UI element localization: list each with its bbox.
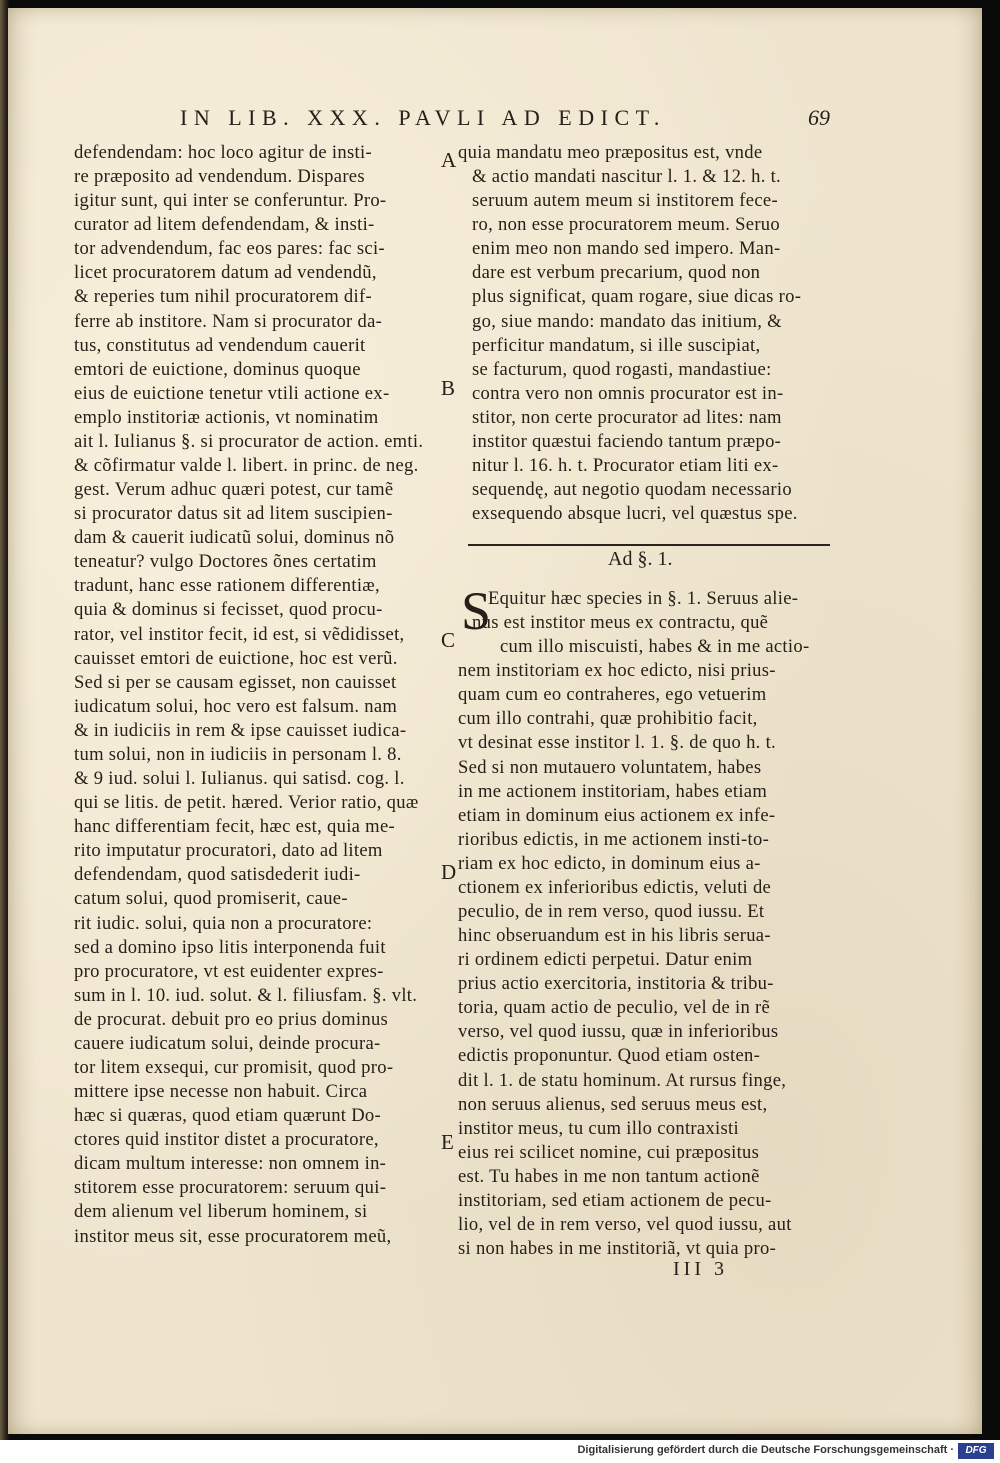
text-line: defendendam, quod satisdederit iudi- <box>74 864 361 886</box>
text-line: rit iudic. solui, quia non a procuratore: <box>74 912 373 934</box>
text-line: hinc obseruandum est in his libris serua- <box>458 925 771 947</box>
text-line: cauisset emtori de euictione, hoc est verũ. <box>74 647 398 669</box>
text-line: non seruus alienus, sed seruus meus est, <box>458 1093 768 1115</box>
text-line: re præposito ad vendendum. Dispares <box>74 166 365 188</box>
text-line: stitor, non certe procurator ad lites: nam <box>472 406 782 428</box>
text-line: curator ad litem defendendam, & insti- <box>74 214 375 236</box>
text-line: seruum autem meum si institorem fece- <box>472 190 778 212</box>
text-line: peculio, de in rem verso, quod iussu. Et <box>458 901 765 923</box>
text-line: teneatur? vulgo Doctores õnes certatim <box>74 551 377 573</box>
text-line: emplo institoriæ actionis, vt nominatim <box>74 406 379 428</box>
text-line: & actio mandati nascitur l. 1. & 12. h. t. <box>472 166 782 188</box>
text-line: enim meo non mando sed impero. Man- <box>472 238 781 260</box>
text-line: nem institoriam ex hoc edicto, nisi prius- <box>458 660 776 682</box>
drop-cap: S <box>461 581 492 641</box>
text-line: ctores quid institor distet a procuratore, <box>74 1129 379 1151</box>
text-line: prius actio exercitoria, institoria & tribu- <box>458 973 774 995</box>
text-line: cum illo miscuisti, habes & in me actio- <box>500 636 810 658</box>
text-line: dicam multum interesse: non omnem in- <box>74 1153 387 1175</box>
text-line: qui se litis. de petit. hæred. Verior ratio, quæ <box>74 792 419 814</box>
text-line: hæc si quæras, quod etiam quærunt Do- <box>74 1105 382 1127</box>
text-line: quia mandatu meo præpositus est, vnde <box>458 142 763 163</box>
text-line: eius de euictione tenetur vtili actione ex- <box>74 382 390 404</box>
text-line: gest. Verum adhuc quæri potest, cur tamẽ <box>74 479 394 501</box>
text-line: tor advendendum, fac eos pares: fac sci- <box>74 238 385 260</box>
text-line: cauere iudicatum solui, deinde procura- <box>74 1032 381 1054</box>
text-line: si procurator datus sit ad litem suscipien- <box>74 503 393 525</box>
text-line: in me actionem institoriam, habes etiam <box>458 780 768 802</box>
text-line: Sed si non mutauero voluntatem, habes <box>458 756 762 778</box>
text-line: defendendam: hoc loco agitur de insti- <box>74 142 372 163</box>
footer-bar <box>0 1440 1000 1463</box>
text-line: dit l. 1. de statu hominum. At rursus finge, <box>458 1069 787 1091</box>
page-number: 69 <box>808 105 830 130</box>
text-line: dam & cauerit iudicatũ solui, dominus nõ <box>74 527 395 549</box>
text-line: ro, non esse procuratorem meum. Seruo <box>472 214 781 236</box>
text-line: etiam in dominum eius actionem ex infe- <box>458 804 776 826</box>
right-column-top <box>458 141 830 526</box>
text-line: hanc differentiam fecit, hæc est, quia me- <box>74 816 395 838</box>
signature-mark: III 3 <box>673 1258 728 1280</box>
text-line: tum solui, non in iudiciis in personam l. 8. <box>74 743 402 765</box>
text-line: quam cum eo contraheres, ego vetuerim <box>458 684 767 706</box>
text-line: contra vero non omnis procurator est in- <box>472 382 784 404</box>
text-line: institor meus, tu cum illo contraxisti <box>458 1117 739 1139</box>
text-line: ait l. Iulianus §. si procurator de action. emti. <box>74 430 424 452</box>
text-line: tor litem exsequi, cur promisit, quod pro- <box>74 1056 394 1078</box>
margin-letter-e: E <box>441 1130 454 1154</box>
text-line: emtori de euictione, dominus quoque <box>74 358 361 380</box>
text-line: licet procuratorem datum ad vendendũ, <box>74 262 377 284</box>
text-line: dare est verbum precarium, quod non <box>472 262 761 284</box>
text-line: go, siue mando: mandato das initium, & <box>472 310 782 332</box>
text-line: Equitur hæc species in §. 1. Seruus alie- <box>488 588 799 609</box>
text-line: verso, vel quod iussu, quæ in inferioribus <box>458 1021 779 1043</box>
text-line: iudicatum solui, hoc vero est falsum. nam <box>74 695 398 717</box>
margin-letter-a: A <box>441 148 457 172</box>
text-line: catum solui, quod promiserit, caue- <box>74 888 348 910</box>
text-line: rioribus edictis, in me actionem insti-to- <box>458 828 770 850</box>
book-page <box>8 8 982 1434</box>
text-line: quia & dominus si fecisset, quod procu- <box>74 599 383 621</box>
text-line: sum in l. 10. iud. solut. & l. filiusfam. §. vlt. <box>74 984 418 1006</box>
text-line: vt desinat esse institor l. 1. §. de quo h. t. <box>458 732 776 754</box>
text-line: sed a domino ipso litis interponenda fuit <box>74 936 386 958</box>
text-line: edictis proponuntur. Quod etiam osten- <box>458 1045 761 1067</box>
text-line: eius rei scilicet nomine, cui præpositus <box>458 1141 760 1163</box>
text-line: institor quæstui faciendo tantum præpo- <box>472 430 782 452</box>
text-line: stitorem esse procuratorem: seruum qui- <box>74 1177 387 1199</box>
text-line: mittere ipse necesse non habuit. Circa <box>74 1081 368 1103</box>
text-line: riam ex hoc edicto, in dominum eius a- <box>458 852 761 874</box>
text-line: & cõfirmatur valde l. libert. in princ. de neg. <box>74 455 419 477</box>
text-line: ferre ab institore. Nam si procurator da- <box>74 310 383 332</box>
text-line: tradunt, hanc esse rationem differentiæ, <box>74 575 380 597</box>
text-line: & in iudiciis in rem & ipse cauisset iudica- <box>74 719 407 741</box>
text-line: dem alienum vel liberum hominem, si <box>74 1201 368 1223</box>
left-column <box>74 141 449 1249</box>
text-line: cum illo contrahi, quæ prohibitio facit, <box>458 708 758 730</box>
margin-letter-b: B <box>441 376 456 400</box>
right-column-bottom <box>458 587 830 1261</box>
text-line: pro procuratore, vt est euidenter expres- <box>74 960 384 982</box>
text-line: tus, constitutus ad vendendum cauerit <box>74 334 366 356</box>
text-line: institor meus sit, esse procuratorem meũ, <box>74 1225 392 1247</box>
text-line: institoriam, sed etiam actionem de pecu- <box>458 1189 772 1211</box>
text-line: & 9 iud. solui l. Iulianus. qui satisd. cog. l. <box>74 768 405 790</box>
text-line: si non habes in me institoriã, vt quia pro- <box>458 1238 777 1260</box>
section-rule <box>468 544 830 546</box>
dfg-logo: DFG <box>958 1443 994 1459</box>
text-line: se facturum, quod rogasti, mandastiue: <box>472 358 772 380</box>
text-line: lio, vel de in rem verso, vel quod iussu, aut <box>458 1214 792 1236</box>
text-line: perficitur mandatum, si ille suscipiat, <box>472 334 761 356</box>
text-line: plus significat, quam rogare, siue dicas ro- <box>472 286 802 308</box>
section-heading: Ad §. 1. <box>608 548 673 570</box>
text-line: ctionem ex inferioribus edictis, veluti de <box>458 876 772 898</box>
text-line: sequendę, aut negotio quodam necessario <box>472 479 792 501</box>
text-line: toria, quam actio de peculio, vel de in rẽ <box>458 997 771 1019</box>
text-line: ri ordinem edicti perpetui. Datur enim <box>458 949 753 971</box>
margin-letter-c: C <box>441 628 456 652</box>
text-line: de procurat. debuit pro eo prius dominus <box>74 1008 389 1030</box>
running-head: IN LIB. XXX. PAVLI AD EDICT. <box>180 105 666 130</box>
text-line: est. Tu habes in me non tantum actionẽ <box>458 1165 760 1187</box>
text-line: & reperies tum nihil procuratorem dif- <box>74 286 372 308</box>
funding-credit: Digitalisierung gefördert durch die Deutsche Forschungsgemeinschaft · <box>577 1444 954 1456</box>
text-line: igitur sunt, qui inter se conferuntur. Pro- <box>74 190 387 212</box>
text-line: Sed si per se causam egisset, non cauisset <box>74 671 397 693</box>
text-line: nitur l. 16. h. t. Procurator etiam liti ex- <box>472 455 779 477</box>
text-line: rito imputatur procuratori, dato ad litem <box>74 840 383 862</box>
margin-letter-d: D <box>441 860 457 884</box>
text-line: exsequendo absque lucri, vel quæstus spe. <box>472 503 798 525</box>
text-line: rator, vel institor fecit, id est, si vẽdidisset, <box>74 623 405 645</box>
text-line: nus est institor meus ex contractu, quẽ <box>472 612 769 634</box>
